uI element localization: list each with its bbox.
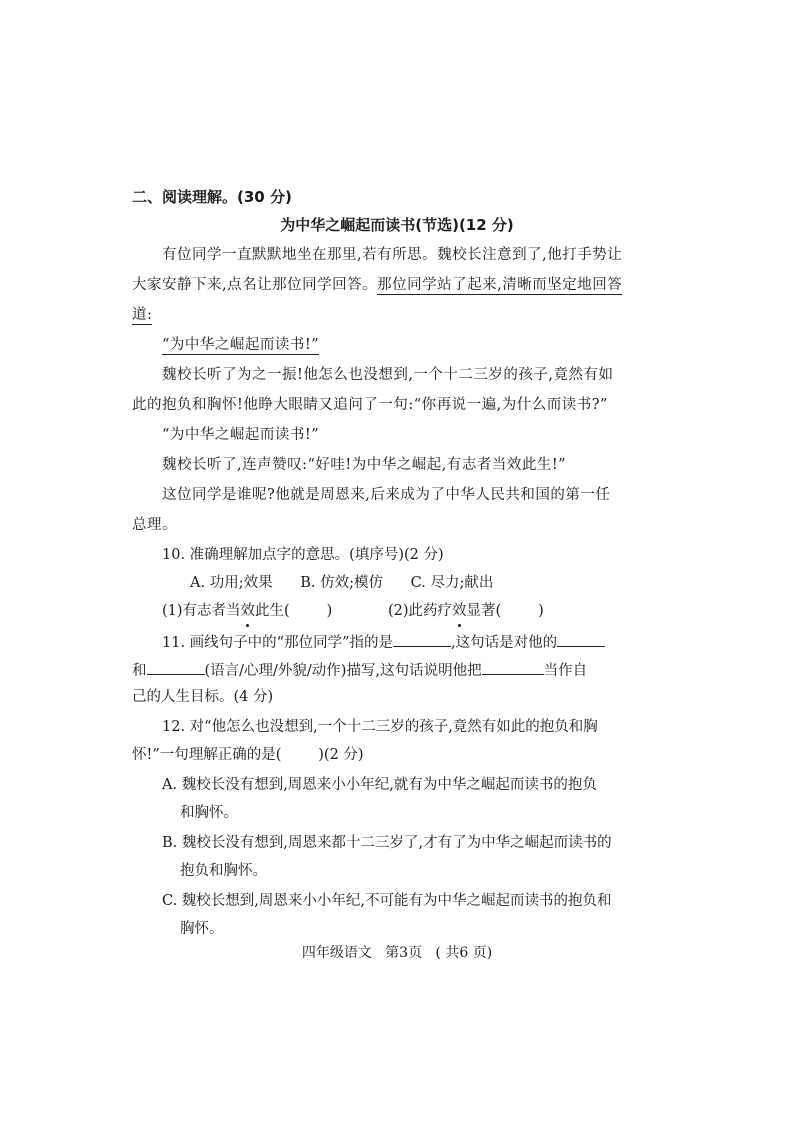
question-12-option-b-line-2: 抱负和胸怀。 [180, 863, 267, 879]
q11-blank-1[interactable] [393, 630, 451, 647]
q11-text-2: ,这句话是对他的 [451, 635, 558, 651]
q11-text-1: 11. 画线句子中的“那位同学”指的是 [162, 635, 393, 651]
question-10-stem: 10. 准确理解加点字的意思。(填序号)(2 分) [162, 547, 444, 563]
paragraph-3-line-2: 此的抱负和胸怀!他睁大眼睛又追问了一句:“你再说一遍,为什么而读书?” [132, 397, 608, 413]
question-12-stem-line-1: 12. 对“他怎么也没想到,一个十二三岁的孩子,竟然有如此的抱负和胸 [162, 719, 598, 735]
paragraph-6-line-1: 这位同学是谁呢?他就是周恩来,后来成为了中华人民共和国的第一任 [162, 487, 611, 503]
section-title: 二、阅读理解。(30 分) [132, 188, 292, 206]
paragraph-6-line-2: 总理。 [132, 517, 177, 533]
paragraph-1-line-3 [132, 304, 152, 326]
question-12-option-a-line-2: 和胸怀。 [180, 805, 238, 821]
question-10-item-2 [388, 600, 544, 622]
q11-blank-3[interactable] [147, 658, 205, 675]
item-2-prefix: (2)此药疗 [388, 603, 453, 619]
paragraph-2 [162, 334, 319, 356]
question-11-line-1 [162, 630, 605, 652]
paragraph-1-plain: 大家安静下来,点名让那位同学回答。 [132, 277, 378, 293]
item-1-dotted-char: 效 [241, 600, 256, 622]
question-12-option-b-line-1[interactable]: B. 魏校长没有想到,周恩来都十二三岁了,才有了为中华之崛起而读书的 [162, 835, 612, 851]
question-11-line-3: 己的人生目标。(4 分) [132, 689, 274, 705]
item-1-prefix: (1)有志者当 [162, 603, 241, 619]
q11-blank-2[interactable] [557, 630, 605, 647]
question-12-stem-line-2: 怀!”一句理解正确的是( )(2 分) [132, 747, 364, 763]
item-2-answer-slot[interactable]: 显著( ) [466, 603, 544, 619]
underlined-quote: “为中华之崛起而读书!” [162, 337, 320, 353]
paragraph-3-line-1: 魏校长听了为之一振!他怎么也没想到,一个十二三岁的孩子,竟然有如 [162, 367, 614, 383]
q11-text-4: (语言/心理/外貌/动作)描写,这句话说明他把 [204, 663, 482, 679]
q11-blank-4[interactable] [482, 658, 544, 675]
question-11-line-2 [132, 658, 587, 680]
q11-text-3: 和 [132, 663, 147, 679]
article-title: 为中华之崛起而读书(节选)(12 分) [280, 216, 514, 234]
paragraph-4: “为中华之崛起而读书!” [162, 427, 320, 443]
item-1-answer-slot[interactable]: 此生( ) [255, 603, 333, 619]
paragraph-5: 魏校长听了,连声赞叹:“好哇!为中华之崛起,有志者当效此生!” [162, 457, 567, 473]
item-2-dotted-char: 效 [452, 600, 467, 622]
underlined-sentence-end: 道: [132, 307, 153, 323]
question-10-options: A. 功用;效果 B. 仿效;模仿 C. 尽力;献出 [190, 575, 494, 591]
q11-text-5: 当作自 [543, 663, 588, 679]
paragraph-1-line-1: 有位同学一直默默地坐在那里,若有所思。魏校长注意到了,他打手势让 [162, 247, 623, 263]
paragraph-1-line-2 [132, 274, 622, 296]
question-12-option-c-line-1[interactable]: C. 魏校长想到,周恩来小小年纪,不可能有为中华之崛起而读书的抱负和 [162, 893, 612, 909]
question-12-option-a-line-1[interactable]: A. 魏校长没有想到,周恩来小小年纪,就有为中华之崛起而读书的抱负 [162, 777, 597, 793]
page-footer: 四年级语文 第3页 ( 共6 页) [301, 945, 493, 961]
question-10-item-1 [162, 600, 332, 622]
underlined-sentence: 那位同学站了起来,清晰而坚定地回答 [377, 277, 623, 293]
question-12-option-c-line-2: 胸怀。 [180, 921, 224, 937]
